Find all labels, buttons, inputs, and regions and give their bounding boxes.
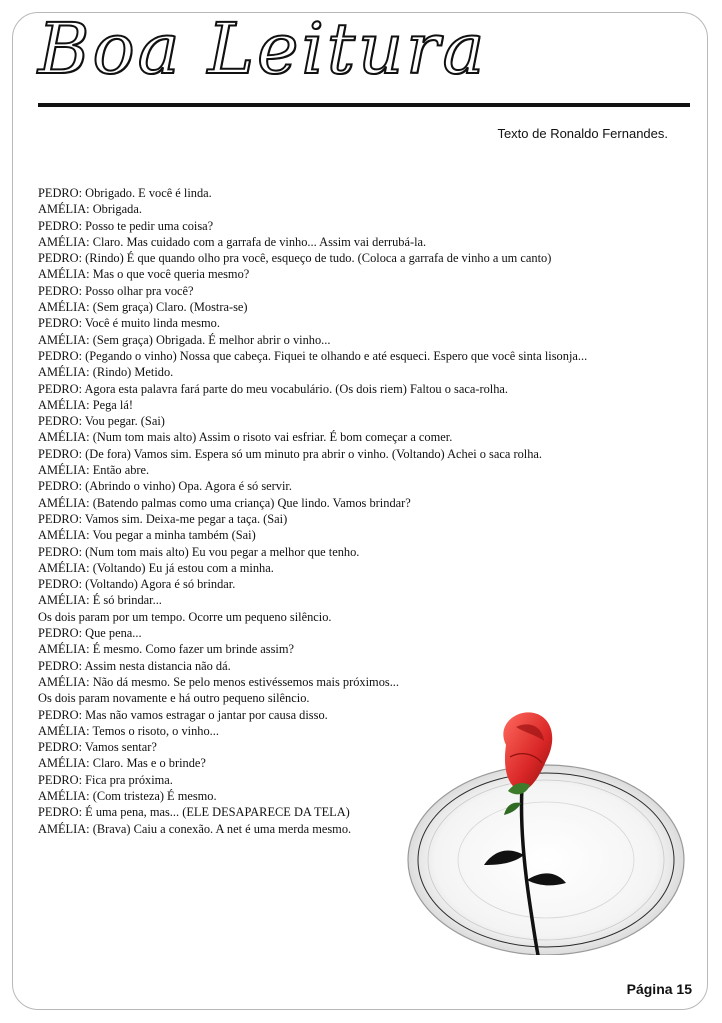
dialogue-line: AMÉLIA: É só brindar... [38,593,162,608]
dialogue-line: AMÉLIA: É mesmo. Como fazer um brinde assim? [38,642,295,657]
dialogue-line: PEDRO: Fica pra próxima. [38,772,173,787]
dialogue-line: AMÉLIA: Temos o risoto, o vinho... [38,723,219,738]
title-underline [38,103,690,107]
dialogue-line: PEDRO: Vou pegar. (Sai) [38,414,165,429]
dialogue-line: AMÉLIA: Claro. Mas cuidado com a garrafa de vinho... Assim vai derrubá-la. [38,234,427,249]
dialogue-line: AMÉLIA: Claro. Mas e o brinde? [38,756,206,771]
dialogue-line: PEDRO: É uma pena, mas... (ELE DESAPARECE DA TELA) [38,805,350,820]
dialogue-line: Os dois param novamente e há outro pequeno silêncio. [38,691,310,706]
dialogue-line: PEDRO: Posso te pedir uma coisa? [38,218,214,233]
dialogue-line: AMÉLIA: Vou pegar a minha também (Sai) [38,528,256,543]
dialogue-line: PEDRO: Posso olhar pra você? [38,283,194,298]
page-number: Página 15 [626,981,692,997]
dialogue-line: PEDRO: (Rindo) É que quando olho pra você, esqueço de tudo. (Coloca a garrafa de vinho a um canto) [38,251,552,266]
dialogue-line: AMÉLIA: Mas o que você queria mesmo? [38,267,250,282]
plate-shape [408,765,684,955]
author-credit: Texto de Ronaldo Fernandes. [497,126,668,141]
dialogue-line: PEDRO: Mas não vamos estragar o jantar por causa disso. [38,707,328,722]
dialogue-line: PEDRO: (Abrindo o vinho) Opa. Agora é só servir. [38,479,292,494]
dialogue-line: PEDRO: Vamos sim. Deixa-me pegar a taça. (Sai) [38,511,288,526]
dialogue-line: PEDRO: (De fora) Vamos sim. Espera só um minuto pra abrir o vinho. (Voltando) Achei o saca rolha. [38,446,543,461]
dialogue-line: PEDRO: Obrigado. E você é linda. [38,186,212,200]
dialogue-line: AMÉLIA: (Num tom mais alto) Assim o risoto vai esfriar. É bom começar a comer. [38,430,453,445]
dialogue-line: PEDRO: Vamos sentar? [38,740,157,755]
dialogue-line: PEDRO: (Voltando) Agora é só brindar. [38,577,236,592]
dialogue-line: PEDRO: Você é muito linda mesmo. [38,316,220,331]
dialogue-line: AMÉLIA: (Rindo) Metido. [38,365,174,380]
dialogue-line: AMÉLIA: (Sem graça) Obrigada. É melhor abrir o vinho... [38,332,331,347]
dialogue-line: AMÉLIA: (Com tristeza) É mesmo. [38,788,217,803]
dialogue-line: AMÉLIA: (Batendo palmas como uma criança) Que lindo. Vamos brindar? [38,495,411,510]
dialogue-line: AMÉLIA: (Sem graça) Claro. (Mostra-se) [38,300,248,315]
dialogue-line: Os dois param por um tempo. Ocorre um pequeno silêncio. [38,609,332,624]
page-title: Boa Leitura [38,8,488,90]
dialogue-line: AMÉLIA: Então abre. [38,463,150,478]
dialogue-line: PEDRO: Que pena... [38,626,142,641]
dialogue-line: AMÉLIA: (Brava) Caiu a conexão. A net é uma merda mesmo. [38,821,352,836]
rose-on-plate-illustration [396,705,686,955]
dialogue-line: AMÉLIA: Não dá mesmo. Se pelo menos estivéssemos mais próximos... [38,674,400,689]
dialogue-line: PEDRO: (Num tom mais alto) Eu vou pegar a melhor que tenho. [38,544,360,559]
dialogue-line: AMÉLIA: Obrigada. [38,202,142,217]
dialogue-line: PEDRO: Assim nesta distancia não dá. [38,658,231,673]
dialogue-line: AMÉLIA: (Voltando) Eu já estou com a minha. [38,560,274,575]
dialogue-line: AMÉLIA: Pega lá! [38,397,133,412]
dialogue-line: PEDRO: Agora esta palavra fará parte do meu vocabulário. (Os dois riem) Faltou o saca-rolha. [38,381,509,396]
dialogue-line: PEDRO: (Pegando o vinho) Nossa que cabeça. Fiquei te olhando e até esqueci. Espero que você sinta lisonja... [38,348,588,363]
